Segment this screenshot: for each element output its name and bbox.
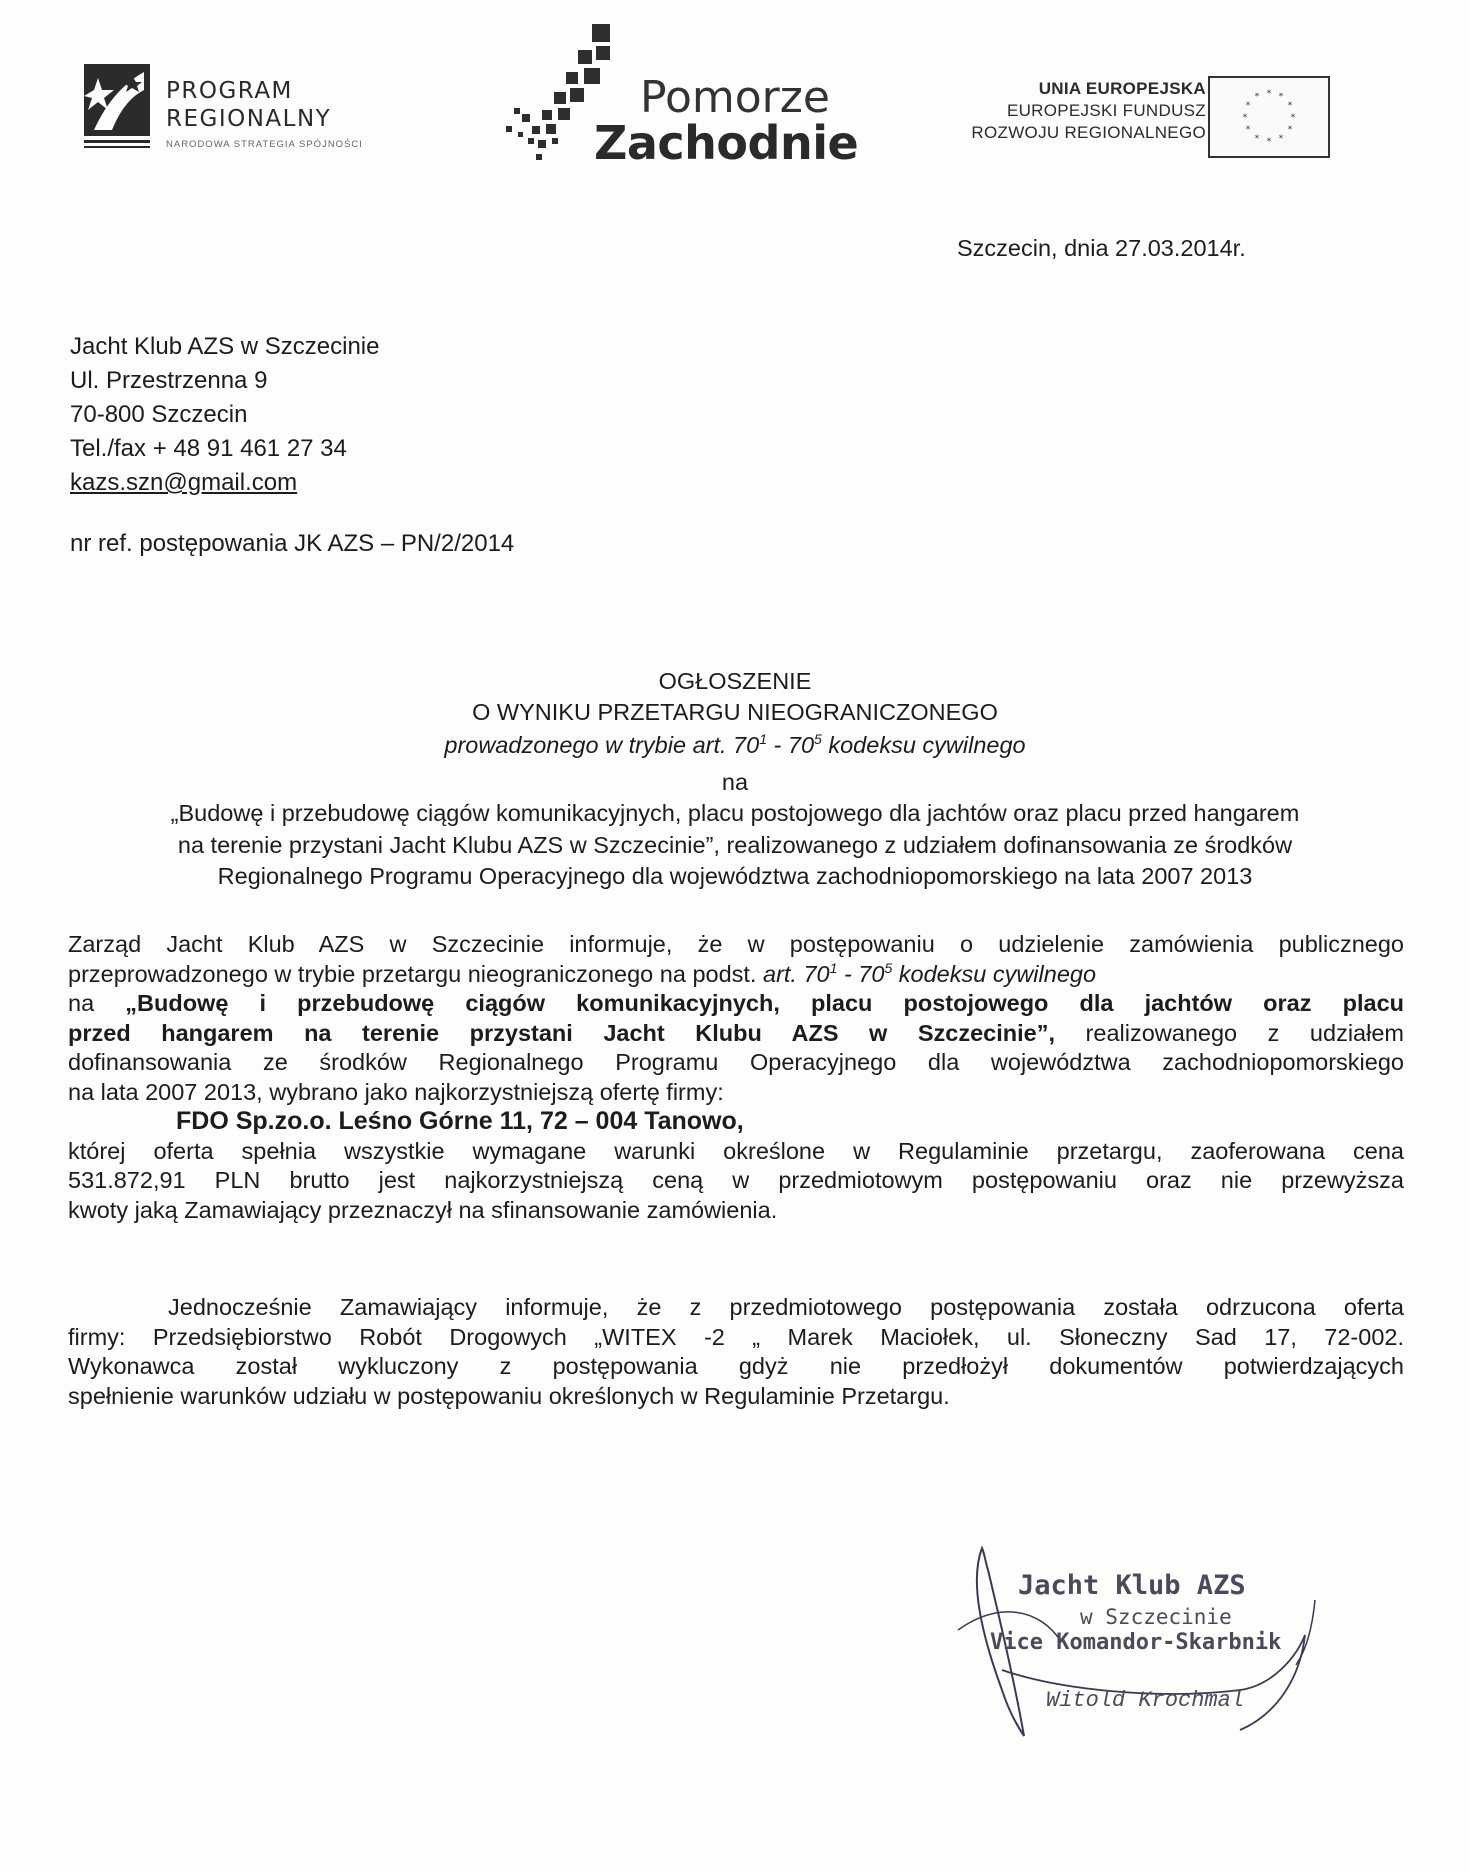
legal-basis-mid: - 70 [767,732,815,758]
document-date: Szczecin, dnia 27.03.2014r. [957,235,1246,261]
stamp-signatory: Witold Krochmal [1046,1688,1245,1713]
p1-line2-mid: - 70 [837,960,885,987]
eu-flag-icon [1208,76,1330,158]
p1-line4 [68,1019,1404,1049]
sender-name: Jacht Klub AZS w Szczecinie [70,333,380,360]
stamp-city: w Szczecinie [1080,1605,1232,1629]
svg-text:*: * [1266,89,1272,99]
p1-line3 [68,989,1404,1019]
project-title-line2: na terenie przystani Jacht Klubu AZS w Szczecinie”, realizowanego z udziałem dofinansowania ze środków [177,832,1293,858]
winning-firm: FDO Sp.zo.o. Leśno Górne 11, 72 – 004 Tanowo, [176,1107,744,1135]
p1-line7: której oferta spełnia wszystkie wymagane warunki określone w Regulaminie przetargu, zaoferowana cena [68,1137,1404,1164]
svg-text:*: * [1245,101,1251,111]
sender-email-link[interactable]: kazs.szn@gmail.com [70,469,298,496]
svg-text:*: * [1287,101,1293,111]
zachodnie-text: Zachodnie [594,116,859,170]
ue-line2: EUROPEJSKI FUNDUSZ [1006,101,1206,120]
p1-line2 [68,960,1404,990]
p1-line2-sup2: 5 [884,959,893,976]
p1-line2-pre: przeprowadzonego w trybie przetargu nieograniczonego na podst. [68,960,763,987]
svg-text:*: * [1278,134,1284,144]
club-stamp [940,1540,1340,1740]
announcement-legal-basis [60,730,1410,760]
program-regionalny-logo [72,60,412,160]
p1-line1: Zarząd Jacht Klub AZS w Szczecinie informuje, że w postępowaniu o udzielenie zamówienia publicznego [68,931,1404,957]
announcement-title: OGŁOSZENIE [658,668,812,694]
svg-text:*: * [1266,137,1272,147]
svg-text:*: * [1278,92,1284,102]
sender-phone: Tel./fax + 48 91 461 27 34 [70,435,347,462]
legal-basis-sup2: 5 [814,731,822,748]
sender-address [70,330,379,500]
p2-line2: firmy: Przedsiębiorstwo Robót Drogowych „WITEX -2 „ Marek Maciołek, ul. Słoneczny Sad 17, 72-002. [68,1323,1404,1350]
p1-line2-art: art. 70 [763,960,830,987]
unia-europejska-logo [925,76,1330,158]
pomorze-text: Pomorze [640,72,830,123]
p1-line6: na lata 2007 2013, wybrano jako najkorzystniejszą ofertę firmy: [68,1078,724,1105]
sender-street: Ul. Przestrzenna 9 [70,367,268,394]
announcement-na: na [721,769,749,795]
program-regionalny-line2: REGIONALNY [166,106,332,132]
p2-line1: Jednocześnie Zamawiający informuje, że z przedmiotowego postępowania została odrzucona oferta [168,1294,1404,1320]
sender-city: 70-800 Szczecin [70,401,248,428]
paragraph-rejection [68,1293,1404,1411]
p1-line2-sup1: 1 [829,959,838,976]
project-title-line3: Regionalnego Programu Operacyjnego dla województwa zachodniopomorskiego na lata 2007 2013 [217,863,1253,889]
reference-number: nr ref. postępowania JK AZS – PN/2/2014 [70,530,515,557]
p1-line4-post: realizowanego z udziałem [1055,1019,1404,1046]
unia-europejska-text [971,78,1206,144]
svg-text:*: * [1242,113,1248,123]
p1-line3-na: na [68,990,126,1016]
svg-text:*: * [1290,113,1296,123]
legal-basis-post: kodeksu cywilnego [821,732,1026,758]
announcement-subtitle: O WYNIKU PRZETARGU NIEOGRANICZONEGO [472,699,998,725]
pomorze-zachodnie-logo [500,22,859,172]
p2-line4: spełnienie warunków udziału w postępowaniu określonych w Regulaminie Przetargu. [68,1382,950,1409]
svg-text:*: * [1254,92,1260,102]
svg-text:*: * [1245,125,1251,135]
project-title-line1: „Budowę i przebudowę ciągów komunikacyjnych, placu postojowego dla jachtów oraz placu przed hangarem [170,800,1300,826]
program-regionalny-line3: NARODOWA STRATEGIA SPÓJNOŚCI [166,139,363,150]
p1-line2-post: kodeksu cywilnego [892,960,1097,987]
ue-line1: UNIA EUROPEJSKA [1038,79,1206,98]
svg-text:*: * [1287,125,1293,135]
p1-line5: dofinansowania ze środków Regionalnego Programu Operacyjnego dla województwa zachodniopomorskiego [68,1049,1404,1075]
legal-basis-sup1: 1 [759,731,767,748]
legal-basis-pre: prowadzonego w trybie art. 70 [444,732,760,758]
p2-line3: Wykonawca został wykluczony z postępowania gdyż nie przedłożył dokumentów potwierdzających [68,1353,1404,1379]
program-regionalny-line1: PROGRAM [166,78,293,104]
p1-line4-bold: przed hangarem na terenie przystani Jacht Klubu AZS w Szczecinie”, [68,1019,1056,1046]
stamp-club-name: Jacht Klub AZS [1018,1570,1246,1601]
p1-line8: 531.872,91 PLN brutto jest najkorzystniejszą ceną w przedmiotowym postępowaniu oraz nie przewyższa [68,1167,1404,1193]
stamp-position: Vice Komandor-Skarbnik [990,1630,1282,1655]
paragraph-result [68,930,1404,1225]
svg-text:*: * [1254,134,1260,144]
p1-line9: kwoty jaką Zamawiający przeznaczył na sfinansowanie zamówienia. [68,1196,778,1223]
p1-line3-bold: „Budowę i przebudowę ciągów komunikacyjnych, placu postojowego dla jachtów oraz placu [125,990,1404,1016]
program-regionalny-emblem-icon [72,60,162,160]
ue-line3: ROZWOJU REGIONALNEGO [971,123,1206,142]
